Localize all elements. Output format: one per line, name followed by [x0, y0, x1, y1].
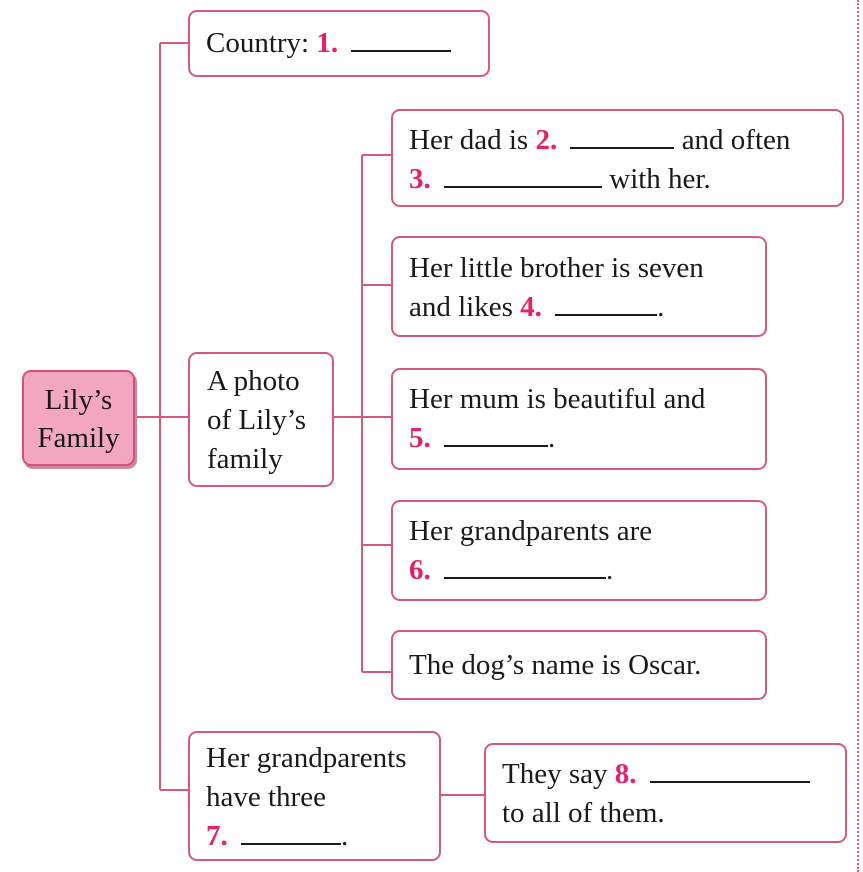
photo-line-3: family [207, 443, 283, 475]
three-line-2: have three [206, 781, 326, 813]
node-country [188, 10, 490, 77]
root-line-1: Lily’s [44, 384, 113, 416]
root-node-lilys-family [22, 370, 135, 466]
node-mum [391, 368, 767, 470]
brother-line-2: and likes [409, 291, 513, 323]
node-dad [391, 109, 844, 207]
blank-number-3: 3. [409, 163, 431, 195]
root-line-2: Family [37, 422, 120, 454]
say-text: They say [502, 758, 608, 790]
three-line-1: Her grandparents [206, 742, 407, 774]
dog-text: The dog’s name is Oscar. [409, 649, 702, 681]
brother-line-1: Her little brother is seven [409, 252, 704, 284]
node-grandparents [391, 500, 767, 601]
brother-period: . [657, 291, 665, 323]
photo-line-1: A photo [207, 365, 300, 397]
blank-6[interactable] [444, 551, 606, 579]
blank-4[interactable] [555, 288, 657, 316]
blank-7[interactable] [241, 817, 341, 845]
blank-number-5: 5. [409, 422, 431, 454]
mum-period: . [548, 422, 556, 454]
blank-number-8: 8. [614, 758, 637, 790]
dad-text-after: and often [681, 124, 791, 156]
dad-text: Her dad is [409, 124, 529, 156]
blank-number-4: 4. [520, 291, 542, 323]
node-three [188, 731, 441, 861]
blank-number-7: 7. [206, 820, 228, 852]
dad-line2-after: with her. [609, 163, 711, 195]
blank-8[interactable] [650, 755, 810, 783]
blank-number-2: 2. [535, 124, 558, 156]
node-brother [391, 236, 767, 337]
country-label: Country: [206, 27, 310, 59]
page-edge-dotted-line [857, 0, 859, 872]
mum-line-1: Her mum is beautiful and [409, 383, 706, 415]
node-photo [188, 352, 334, 487]
node-say [484, 743, 847, 843]
grandparents-period: . [606, 554, 614, 586]
blank-5[interactable] [444, 419, 548, 447]
blank-3[interactable] [444, 160, 602, 188]
say-line-2: to all of them. [502, 797, 665, 829]
blank-number-1: 1. [316, 27, 339, 59]
three-period: . [341, 820, 349, 852]
grandparents-line-1: Her grandparents are [409, 515, 653, 547]
node-dog [391, 630, 767, 700]
blank-1[interactable] [351, 24, 451, 52]
blank-2[interactable] [570, 121, 674, 149]
photo-line-2: of Lily’s [207, 404, 307, 436]
blank-number-6: 6. [409, 554, 431, 586]
